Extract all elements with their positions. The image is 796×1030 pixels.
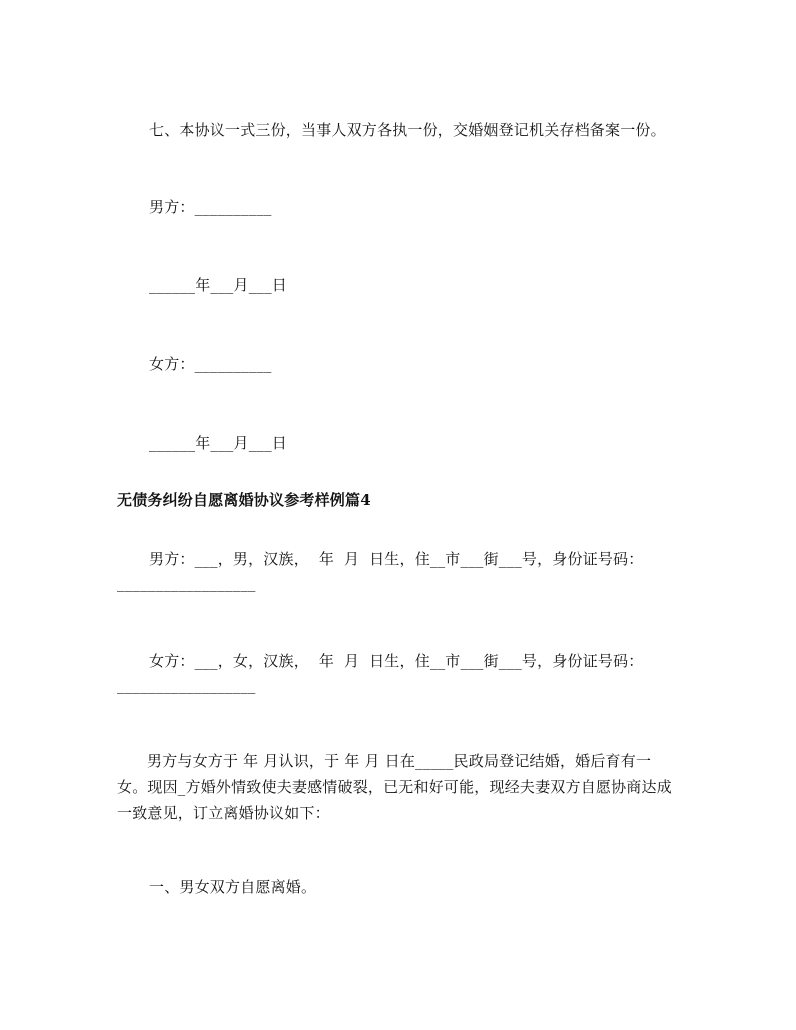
clause-seven: 七、本协议一式三份，当事人双方各执一份，交婚姻登记机关存档备案一份。 bbox=[149, 121, 666, 139]
female-date-line: ______年___月___日 bbox=[149, 434, 288, 452]
clause-one: 一、男女双方自愿离婚。 bbox=[149, 878, 317, 896]
male-info-line: 男方：___，男，汉族， 年 月 日生，住__市___街___号，身份证号码： bbox=[149, 550, 644, 568]
male-id-blank: __________________ bbox=[117, 574, 256, 592]
female-info-line: 女方：___，女，汉族， 年 月 日生，住__市___街___号，身份证号码： bbox=[149, 652, 644, 670]
male-signature-line: 男方：__________ bbox=[149, 198, 272, 216]
female-id-blank: __________________ bbox=[117, 676, 256, 694]
background-paragraph: 男方与女方于 年 月认识，于 年 月 日在_____民政局登记结婚，婚后育有一女。现因_方婚外情致使夫妻感情破裂，已无和好可能，现经夫妻双方自愿协商达成一致意见，订立离婚协议如下： bbox=[117, 752, 672, 822]
male-date-line: ______年___月___日 bbox=[149, 276, 288, 294]
female-signature-line: 女方：__________ bbox=[149, 355, 272, 373]
section-title: 无债务纠纷自愿离婚协议参考样例篇4 bbox=[117, 491, 371, 509]
